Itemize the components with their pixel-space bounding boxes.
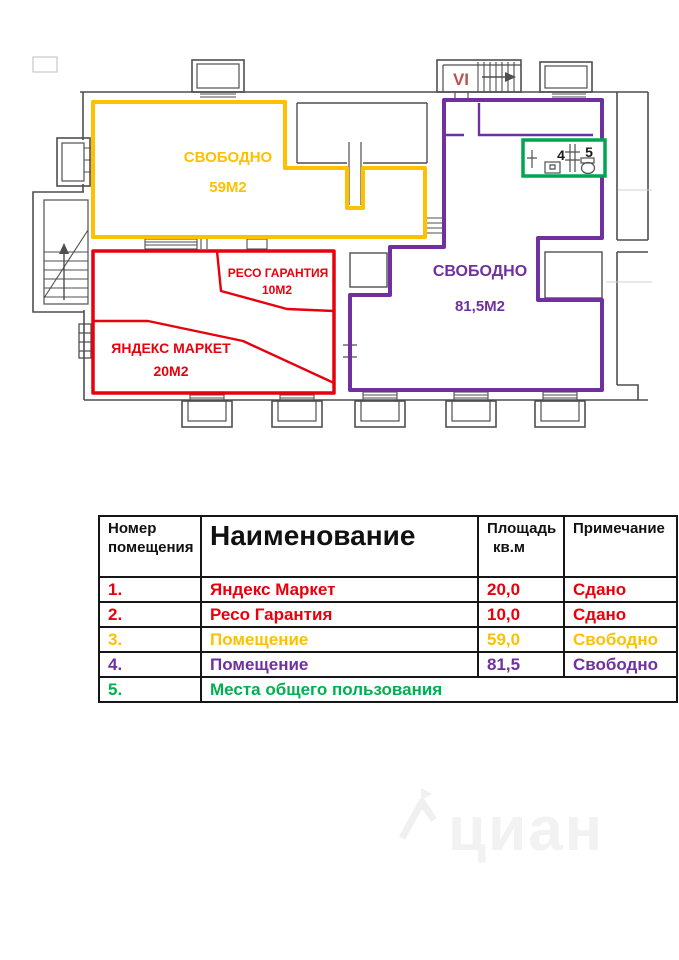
unit-4-inner-walls [444, 103, 593, 135]
room-name: Места общего пользования [201, 677, 677, 702]
table-header-row [99, 516, 677, 577]
common-area-box [523, 140, 605, 176]
unit-1-name-label: ЯНДЕКС МАРКЕТ [111, 340, 231, 356]
room-note: Свободно [564, 652, 677, 677]
stair-up-arrow-icon [59, 243, 69, 254]
col-header-note: Примечание [564, 516, 677, 577]
room-area: 81,5 [478, 652, 564, 677]
room-number: 4. [99, 652, 201, 677]
unit-4-area-label: 81,5М2 [454, 298, 506, 315]
room-name: Ресо Гарантия [201, 602, 478, 627]
unit-3-outline [93, 102, 425, 237]
staircase-top [437, 60, 521, 100]
cian-watermark [388, 786, 648, 878]
unit-2-name-label: РЕСО ГАРАНТИЯ [227, 266, 329, 280]
table-row [99, 627, 677, 652]
room-area: 20,0 [478, 577, 564, 602]
unit-3-status-label: СВОБОДНО [183, 149, 273, 166]
unit-2-area-label: 10М2 [261, 283, 293, 297]
unit-1-area-label: 20М2 [153, 363, 189, 379]
room-area: 10,0 [478, 602, 564, 627]
col-header-number: Номер помещения [99, 516, 201, 577]
room-number: 2. [99, 602, 201, 627]
unit-5-number-wc: 4 [557, 147, 565, 163]
window-box-left [57, 138, 93, 186]
unit-3-area-label: 59М2 [209, 179, 247, 196]
room-area: 59,0 [478, 627, 564, 652]
window-box-top-right [540, 62, 592, 97]
room-number: 5. [99, 677, 201, 702]
cian-logo-icon [388, 786, 448, 878]
stair-flight-label: VI [452, 70, 470, 89]
watermark-text: циан [448, 795, 605, 864]
room-note: Сдано [564, 602, 677, 627]
room-name: Яндекс Маркет [201, 577, 478, 602]
unit-5-number-wash: 5 [585, 144, 593, 160]
window-boxes-bottom [182, 392, 585, 427]
floor-plan [0, 0, 679, 460]
room-name: Помещение [201, 627, 478, 652]
floor-plan-svg [0, 0, 679, 460]
room-note: Свободно [564, 627, 677, 652]
window-box-top [192, 60, 244, 97]
staircase-left [33, 192, 88, 312]
table-row [99, 577, 677, 602]
table-row [99, 677, 677, 702]
room-schedule-table [98, 515, 678, 703]
col-header-area: Площадь кв.м [478, 516, 564, 577]
left-wall-window [79, 324, 91, 358]
unit-4-status-label: СВОБОДНО [432, 263, 528, 280]
room-number: 1. [99, 577, 201, 602]
room-number: 3. [99, 627, 201, 652]
table-row [99, 652, 677, 677]
room-name: Помещение [201, 652, 478, 677]
col-header-name: Наименование [201, 516, 478, 577]
room-note: Сдано [564, 577, 677, 602]
table-row [99, 602, 677, 627]
